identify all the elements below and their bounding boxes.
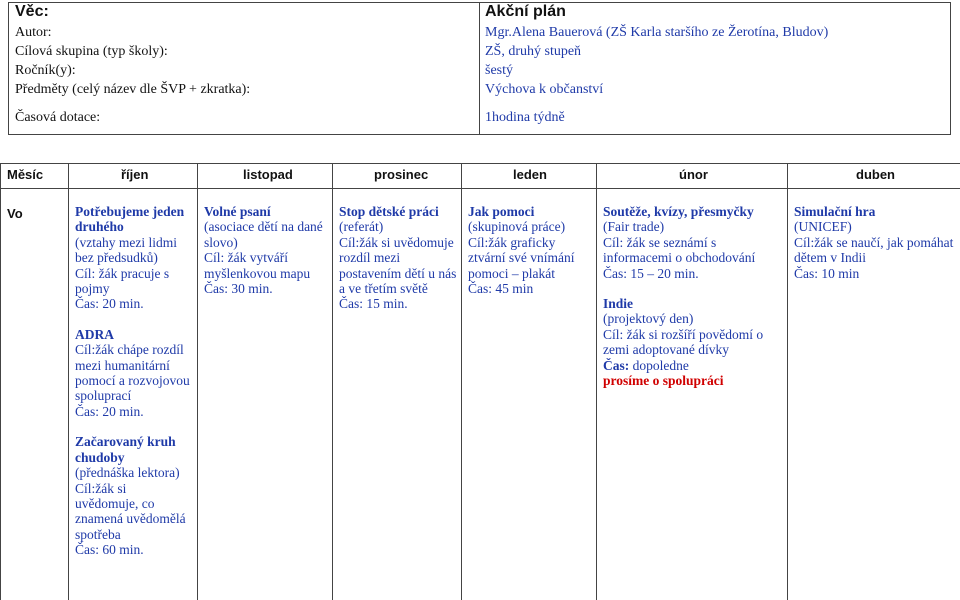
- activity-line: (projektový den): [603, 311, 694, 327]
- header-divider: [479, 3, 480, 134]
- activity-line: (přednáška lektora): [75, 465, 180, 481]
- activity-title: Potřebujeme jeden druhého: [75, 204, 185, 235]
- activity-line: (vztahy mezi lidmi bez předsudků): [75, 234, 177, 266]
- cooperation-note: prosíme o spolupráci: [603, 373, 724, 389]
- activity-line: (UNICEF): [794, 219, 852, 235]
- row-divider: [1, 188, 960, 189]
- target-value: ZŠ, druhý stupeň: [485, 44, 582, 59]
- cell-listopad: [204, 204, 328, 296]
- activity-title: Jak pomoci: [468, 204, 535, 219]
- month-header: únor: [679, 167, 708, 182]
- column-divider: [461, 164, 462, 600]
- column-divider: [197, 164, 198, 600]
- month-header: leden: [513, 167, 547, 182]
- author-label: Autor:: [15, 25, 52, 40]
- activity-line: Čas: 30 min.: [204, 281, 273, 297]
- month-header: prosinec: [374, 167, 429, 182]
- activity-line: Cíl: žák vytváří myšlenkovou mapu: [204, 250, 311, 281]
- activity-line: Čas: 45 min: [468, 281, 534, 297]
- author-value: Mgr.Alena Bauerová (ZŠ Karla staršího ze Žerotína, Bludov): [485, 25, 829, 40]
- time-label: Časová dotace:: [15, 110, 101, 125]
- activity-title: Volné psaní: [204, 204, 271, 219]
- cell-unor: [603, 204, 783, 388]
- activity-line: Čas: 20 min.: [75, 296, 144, 312]
- time-label: Čas:: [603, 357, 630, 373]
- activity-line: Cíl: žák si rozšíří povědomí o zemi adoptované dívky: [603, 326, 764, 358]
- activity-line: (Fair trade): [603, 219, 665, 235]
- time-value: dopoledne: [632, 357, 689, 373]
- activity-line: [603, 358, 783, 373]
- activity-line: Čas: 60 min.: [75, 542, 144, 558]
- page-title: Akční plán: [485, 3, 566, 20]
- activity-line: Cíl: žák pracuje s pojmy: [75, 265, 170, 297]
- activity-title: Soutěže, kvízy, přesmyčky: [603, 204, 754, 219]
- plan-table: [0, 163, 960, 600]
- cell-rijen: [75, 204, 193, 558]
- activity-title: Stop dětské práci: [339, 204, 439, 219]
- column-divider: [596, 164, 597, 600]
- month-column-label: Měsíc: [7, 167, 44, 182]
- activity-line: Cíl:žák chápe rozdíl mezi humanitární pomocí a rozvojovou spoluprací: [75, 342, 190, 404]
- grade-value: šestý: [485, 63, 513, 78]
- activity-line: (skupinová práce): [468, 219, 566, 235]
- activity-line: Cíl: žák se seznámí s informacemi o obchodování: [603, 234, 756, 266]
- vec-label: Věc:: [15, 3, 49, 20]
- subjects-label: Předměty (celý název dle ŠVP + zkratka):: [15, 82, 251, 97]
- header-table: [8, 2, 951, 135]
- column-divider: [787, 164, 788, 600]
- activity-line: Čas: 15 min.: [339, 296, 408, 312]
- grade-label: Ročník(y):: [15, 63, 76, 78]
- activity-title: Simulační hra: [794, 204, 876, 219]
- activity-line: (asociace dětí na dané slovo): [204, 219, 323, 250]
- month-header: listopad: [243, 167, 293, 182]
- activity-line: (referát): [339, 219, 384, 235]
- activity-line: Čas: 10 min: [794, 265, 860, 281]
- activity-line: Cíl:žák graficky ztvární své vnímání pomoci – plakát: [468, 234, 575, 281]
- activity-title: Začarovaný kruh chudoby: [75, 434, 176, 465]
- activity-line: Cíl:žák si uvědomuje rozdíl mezi postavením dětí u nás a ve třetím světě: [339, 234, 457, 297]
- subjects-value: Výchova k občanství: [485, 82, 604, 97]
- column-divider: [68, 164, 69, 600]
- activity-line: Čas: 20 min.: [75, 403, 144, 419]
- cell-leden: [468, 204, 592, 296]
- activity-title: ADRA: [75, 326, 114, 342]
- month-header: duben: [856, 167, 895, 182]
- cell-duben: [794, 204, 956, 281]
- time-value: 1hodina týdně: [485, 110, 565, 125]
- month-header: říjen: [121, 167, 149, 182]
- activity-line: Cíl:žák si uvědomuje, co znamená uvědomělá spotřeba: [75, 480, 186, 542]
- activity-line: Cíl:žák se naučí, jak pomáhat dětem v Indii: [794, 234, 954, 266]
- cell-prosinec: [339, 204, 457, 312]
- activity-line: Čas: 15 – 20 min.: [603, 265, 699, 281]
- target-label: Cílová skupina (typ školy):: [15, 44, 168, 59]
- activity-title: Indie: [603, 296, 634, 312]
- column-divider: [332, 164, 333, 600]
- subject-code: Vo: [7, 206, 23, 221]
